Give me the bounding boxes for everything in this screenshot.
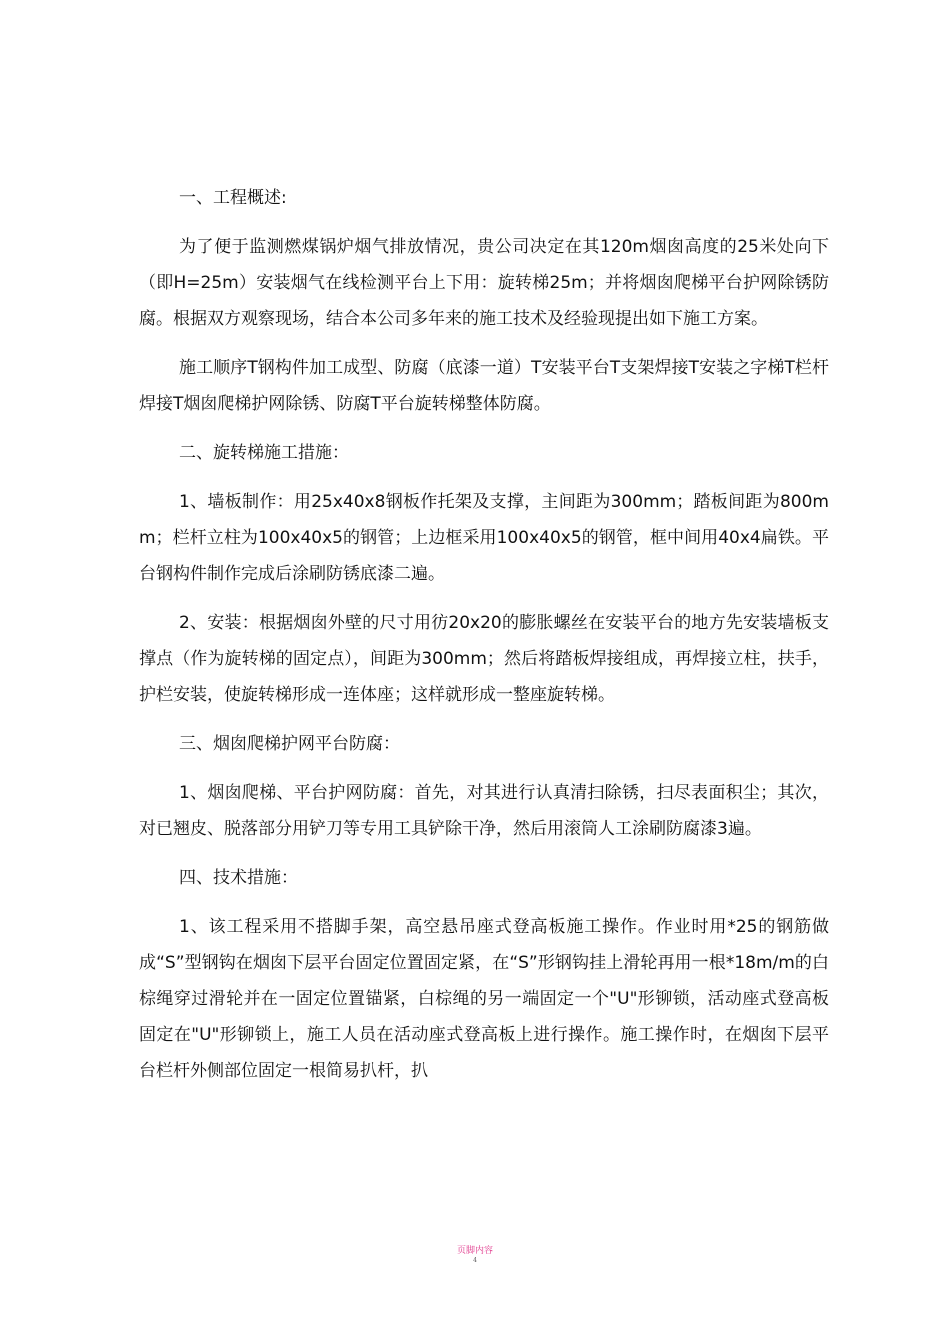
paragraph-ladder-anticorrosion: 1、烟囱爬梯、平台护网防腐：首先，对其进行认真清扫除锈，扫尽表面积尘；其次，对已翘皮、脱落部分用铲刀等专用工具铲除干净，然后用滚筒人工涂刷防腐漆3遍。 bbox=[139, 783, 829, 839]
footer-label: 页脚内容 bbox=[456, 1246, 493, 1256]
paragraph-overview-intro: 为了便于监测燃煤锅炉烟气排放情况，贵公司决定在其120m烟囱高度的25米处向下（即H=25m）安装烟气在线检测平台上下用：旋转梯25m；并将烟囱爬梯平台护网除锈防腐。根据双方观察现场，结合本公司多年来的施工技术及经验现提出如下施工方案。 bbox=[139, 237, 829, 329]
paragraph-construction-sequence: 施工顺序T钢构件加工成型、防腐（底漆一道）T安装平台T支架焊接T安装之字梯T栏杆焊接T烟囱爬梯护网除锈、防腐T平台旋转梯整体防腐。 bbox=[139, 358, 829, 414]
document-body bbox=[139, 180, 829, 1102]
paragraph-technical-measures: 1、该工程采用不搭脚手架，高空悬吊座式登高板施工操作。作业时用*25的钢筋做成“S”型钢钩在烟囱下层平台固定位置固定紧，在“S”形钢钩挂上滑轮再用一根*18m/m的白棕绳穿过滑轮并在一固定位置锚紧，白棕绳的另一端固定一个"U"形铆锁，活动座式登高板固定在"U"形铆锁上，施工人员在活动座式登高板上进行操作。施工操作时，在烟囱下层平台栏杆外侧部位固定一根简易扒杆，扒 bbox=[139, 917, 829, 1081]
page-footer bbox=[0, 1245, 950, 1265]
page-number: 4 bbox=[473, 1257, 477, 1264]
section-heading-anticorrosion: 三、烟囱爬梯护网平台防腐： bbox=[179, 734, 400, 754]
section-heading-overview: 一、工程概述: bbox=[179, 188, 287, 208]
paragraph-installation: 2、安装：根据烟囱外壁的尺寸用彷20x20的膨胀螺丝在安装平台的地方先安装墙板支撑点（作为旋转梯的固定点），间距为300mm；然后将踏板焊接组成，再焊接立柱，扶手，护栏安装，使旋转梯形成一连体座；这样就形成一整座旋转梯。 bbox=[139, 613, 829, 705]
section-heading-technical: 四、技术措施： bbox=[179, 868, 298, 888]
paragraph-wall-plate: 1、墙板制作：用25x40x8钢板作托架及支撑，主间距为300mm；踏板间距为800mm；栏杆立柱为100x40x5的钢管；上边框采用100x40x5的钢管，框中间用40x4扁铁。平台钢构件制作完成后涂刷防锈底漆二遍。 bbox=[139, 492, 829, 584]
section-heading-spiral-stair: 二、旋转梯施工措施： bbox=[179, 443, 349, 463]
